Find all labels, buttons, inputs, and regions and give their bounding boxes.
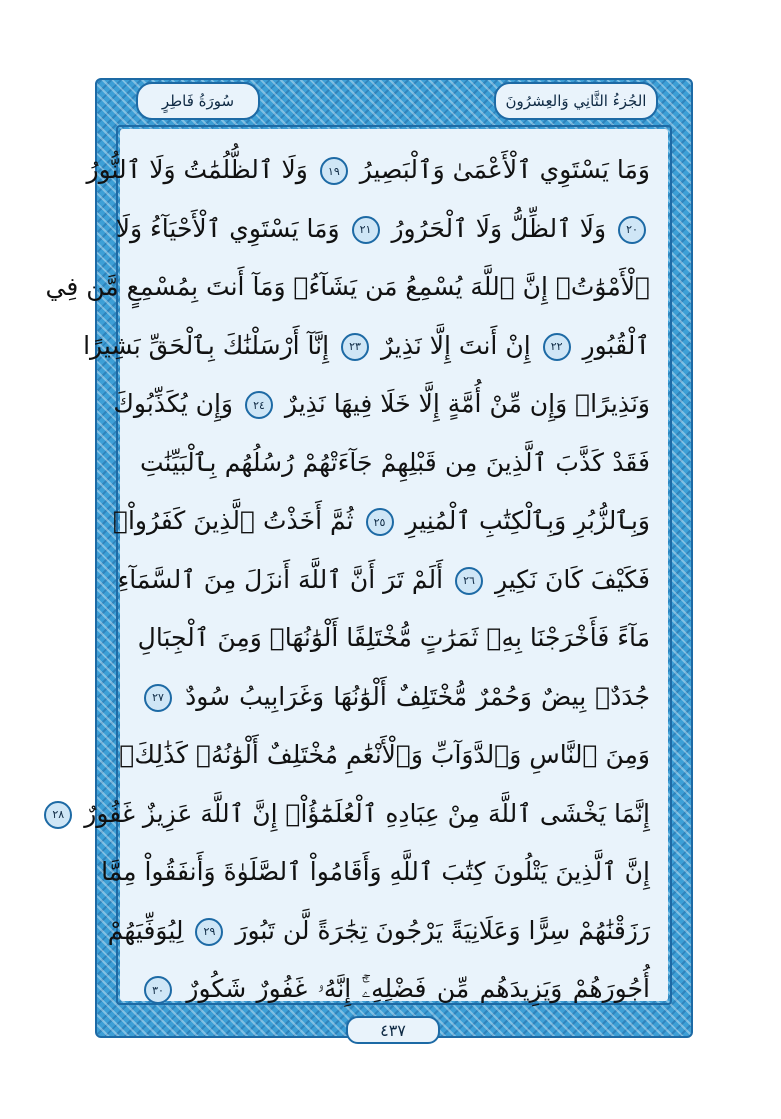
verse-text: أَلَمْ تَرَ أَنَّ ٱللَّهَ أَنزَلَ مِنَ ٱلسَّمَآءِ bbox=[117, 564, 444, 594]
verse-text: إِنَّمَا يَخْشَى ٱللَّهَ مِنْ عِبَادِهِ ٱلْعُلَمَٰٓؤُاْۗ إِنَّ ٱللَّهَ عَزِيزٌ غَفُورٌ bbox=[84, 798, 650, 828]
verse-line bbox=[112, 491, 650, 551]
ayah-number-marker: ١٩ bbox=[320, 157, 348, 185]
verse-line bbox=[52, 784, 650, 844]
verse-text: مَآءً فَأَخْرَجْنَا بِهِۦ ثَمَرَٰتٍ مُّخْتَلِفًا أَلْوَٰنُهَاۚ وَمِنَ ٱلْجِبَالِ bbox=[137, 623, 650, 652]
verse-line bbox=[140, 959, 650, 1019]
ayah-number-marker: ٢٣ bbox=[341, 333, 369, 361]
ayah-number-marker: ٢٠ bbox=[618, 216, 646, 244]
juz-header bbox=[494, 82, 658, 120]
page-number-box bbox=[346, 1016, 440, 1044]
ayah-number-marker: ٢٢ bbox=[543, 333, 571, 361]
verse-text: أُجُورَهُمْ وَيَزِيدَهُم مِّن فَضْلِهِۦٓۚ إِنَّهُۥ غَفُورٌ شَكُورٌ bbox=[186, 974, 650, 1003]
verse-line bbox=[117, 550, 650, 610]
surah-label: سُورَةُ فَاطِرٍ bbox=[161, 92, 235, 110]
verse-text: ثُمَّ أَخَذْتُ ٱلَّذِينَ كَفَرُواْۖ bbox=[112, 506, 354, 535]
verse-line bbox=[115, 199, 650, 259]
verse-text: إِنَّآ أَرْسَلْنَٰكَ بِٱلْحَقِّ بَشِيرًا bbox=[83, 330, 330, 360]
verse-text: وَإِن يُكَذِّبُوكَ bbox=[113, 389, 234, 418]
verse-text: وَبِٱلزُّبُرِ وَبِٱلْكِتَٰبِ ٱلْمُنِيرِ bbox=[405, 506, 650, 535]
verse-text: فَكَيْفَ كَانَ نَكِيرِ bbox=[494, 564, 650, 594]
verse-line bbox=[113, 374, 650, 434]
verse-text: وَمِنَ ٱلنَّاسِ وَٱلدَّوَآبِّ وَٱلْأَنْعَٰمِ مُخْتَلِفٌ أَلْوَٰنُهُۥ كَذَٰلِكَۗ bbox=[119, 740, 650, 769]
verse-line bbox=[137, 608, 650, 668]
ayah-number-marker: ٣٠ bbox=[144, 976, 172, 1004]
ayah-number-marker: ٢٨ bbox=[44, 801, 72, 829]
verse-text: ٱلْأَمْوَٰتُۚ إِنَّ ٱللَّهَ يُسْمِعُ مَن يَشَآءُۖ وَمَآ أَنتَ بِمُسْمِعٍ مَّن فِي bbox=[45, 272, 650, 301]
verse-line bbox=[119, 725, 650, 785]
ayah-number-marker: ٢٤ bbox=[245, 391, 273, 419]
verse-text: وَنَذِيرًاۚ وَإِن مِّنْ أُمَّةٍ إِلَّا خَلَا فِيهَا نَذِيرٌ bbox=[284, 389, 650, 418]
juz-label: الجُزءُ الثَّانِي وَالعِشرُونَ bbox=[505, 92, 647, 110]
verse-line bbox=[83, 316, 650, 376]
verse-line bbox=[107, 901, 650, 961]
verse-text: وَلَا ٱلظُّلُمَٰتُ وَلَا ٱلنُّورُ bbox=[86, 155, 308, 184]
verse-line bbox=[140, 433, 650, 493]
verse-line bbox=[140, 667, 650, 727]
verse-text: رَزَقْنَٰهُمْ سِرًّا وَعَلَانِيَةً يَرْجُونَ تِجَٰرَةً لَّن تَبُورَ bbox=[235, 915, 650, 945]
ayah-number-marker: ٢٧ bbox=[144, 684, 172, 712]
verse-text: إِنْ أَنتَ إِلَّا نَذِيرٌ bbox=[381, 330, 531, 360]
verse-text: وَمَا يَسْتَوِي ٱلْأَحْيَآءُ وَلَا bbox=[115, 213, 340, 243]
page-number: ٤٣٧ bbox=[380, 1020, 406, 1040]
verse-line bbox=[45, 257, 650, 317]
verse-text: فَقَدْ كَذَّبَ ٱلَّذِينَ مِن قَبْلِهِمْ جَآءَتْهُمْ رُسُلُهُم بِٱلْبَيِّنَٰتِ bbox=[140, 447, 650, 477]
verse-line bbox=[86, 140, 650, 200]
ayah-number-marker: ٢٦ bbox=[455, 567, 483, 595]
ayah-number-marker: ٢٩ bbox=[195, 918, 223, 946]
verse-text: إِنَّ ٱلَّذِينَ يَتْلُونَ كِتَٰبَ ٱللَّهِ وَأَقَامُواْ ٱلصَّلَوٰةَ وَأَنفَقُواْ مِمَّا bbox=[101, 857, 650, 886]
ayah-number-marker: ٢٥ bbox=[366, 508, 394, 536]
surah-header bbox=[136, 82, 260, 120]
verse-text: وَلَا ٱلظِّلُّ وَلَا ٱلْحَرُورُ bbox=[391, 213, 607, 243]
verse-text: لِيُوَفِّيَهُمْ bbox=[107, 915, 184, 945]
verse-text: جُدَدٌۢ بِيضٌ وَحُمْرٌ مُّخْتَلِفٌ أَلْوَٰنُهَا وَغَرَابِيبُ سُودٌ bbox=[185, 681, 650, 711]
verse-text: وَمَا يَسْتَوِي ٱلْأَعْمَىٰ وَٱلْبَصِيرُ bbox=[359, 155, 650, 184]
verse-text: ٱلْقُبُورِ bbox=[582, 330, 650, 360]
ayah-number-marker: ٢١ bbox=[352, 216, 380, 244]
verse-line bbox=[101, 842, 650, 902]
